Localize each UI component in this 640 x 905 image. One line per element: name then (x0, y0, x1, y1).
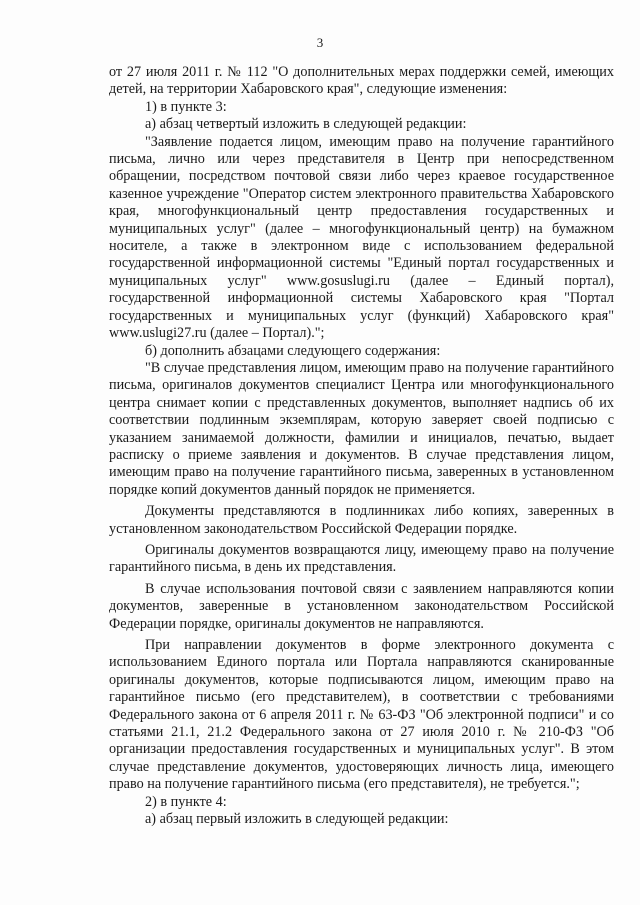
paragraph-item-2a: а) абзац первый изложить в следующей редакции: (145, 811, 449, 828)
document-body (109, 64, 614, 828)
paragraph-item-1b: б) дополнить абзацами следующего содержания: (145, 342, 441, 359)
paragraph-documents-submitted: Документы представляются в подлинниках либо копиях, заверенных в установленном законодательством Российской Федерации порядке. (109, 503, 614, 537)
paragraph-item-1a: а) абзац четвертый изложить в следующей редакции: (145, 116, 467, 133)
paragraph-intro: от 27 июля 2011 г. № 112 "О дополнительных мерах поддержки семей, имеющих детей, на территории Хабаровского края", следующие изменения: (109, 64, 614, 98)
paragraph-item-1: 1) в пункте 3: (145, 98, 227, 115)
paragraph-originals-returned: Оригиналы документов возвращаются лицу, имеющему право на получение гарантийного письма, в день их представления. (109, 541, 614, 576)
paragraph-electronic: При направлении документов в форме электронного документа с использованием Единого портала или Портала направляются сканированные оригиналы документов, которые подписываются лицом, имеющим право на гарантийное письмо (его представителем), в соответствии с требованиями Федерального закона от 6 апреля 2011 г. № 63-ФЗ "Об электронной подписи" и со статьями 21.1, 21.2 Федерального закона от 27 июля 2010 г. № 210-ФЗ "Об организации предоставления государственных и муниципальных услуг". В этом случае представление документов, удостоверяющих личность лица, имеющего право на получение гарантийного письма (его представителя), не требуется."; (109, 637, 614, 793)
paragraph-postal: В случае использования почтовой связи с заявлением направляются копии документов, заверенные в установленном законодательством Российской Федерации порядке, оригиналы документов не направляются. (109, 580, 614, 632)
paragraph-originals-copies: "В случае представления лицом, имеющим право на получение гарантийного письма, оригиналов документов специалист Центра или многофункционального центра снимает копии с представленных документов, выполняет надпись об их соответствии подлинным экземплярам, которую заверяет своей подписью с указанием занимаемой должности, фамилии и инициалов, печатью, выдает расписку о приеме заявления и документов. В случае представления лицом, имеющим право на получение гарантийного письма, заверенных в установленном порядке копий документов данный порядок не применяется. (109, 359, 614, 498)
page-number: 3 (316, 35, 324, 50)
paragraph-item-2: 2) в пункте 4: (145, 793, 227, 810)
paragraph-application-text: "Заявление подается лицом, имеющим право на получение гарантийного письма, лично или через представителя в Центр при непосредственном обращении, посредством почтовой связи либо через краевое государственное казенное учреждение "Оператор систем электронного правительства Хабаровского края, многофункциональный центр предоставления государственных и муниципальных услуг" (далее – многофункциональный центр) на бумажном носителе, а также в электронном виде с использованием федеральной государственной информационной системы "Единый портал государственных и муниципальных услуг" www.gosuslugi.ru (далее – Единый портал), государственной информационной системы Хабаровского края "Портал государственных и муниципальных услуг (функций) Хабаровского края" www.uslugi27.ru (далее – Портал)."; (109, 133, 614, 342)
